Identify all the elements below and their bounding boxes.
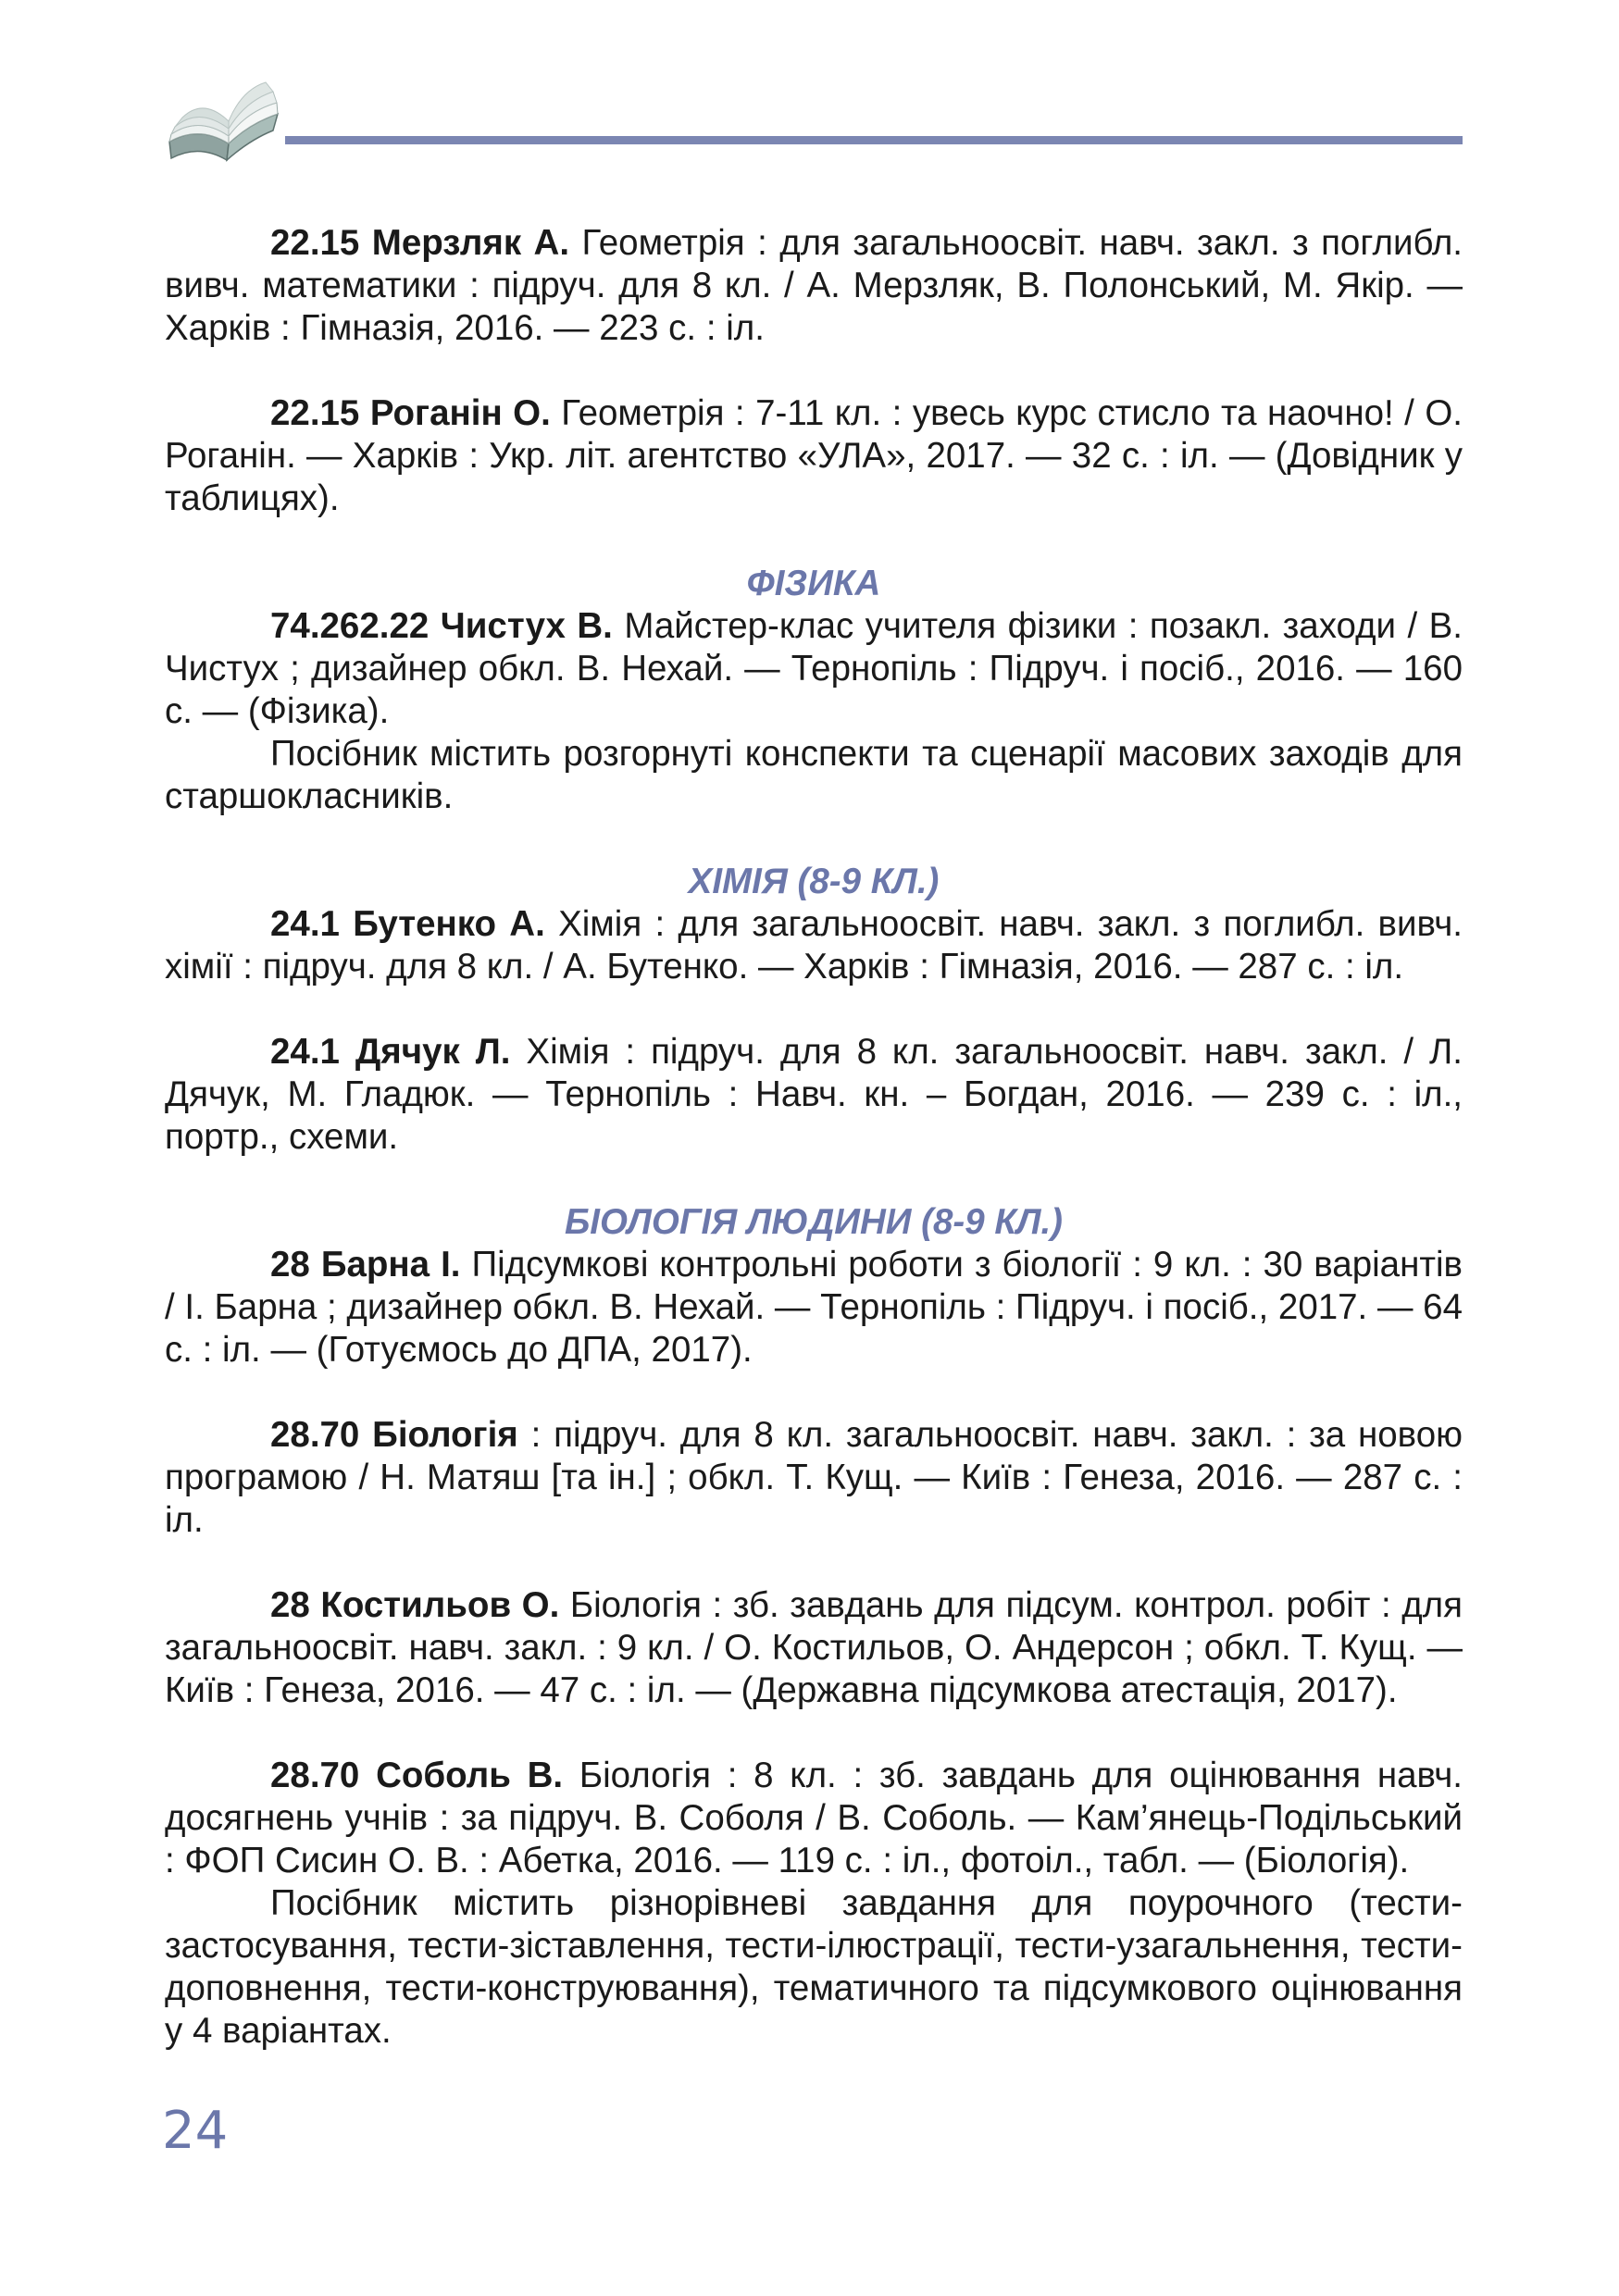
section-heading-chemistry: ХІМІЯ (8-9 КЛ.) bbox=[688, 862, 940, 901]
entry-heading: 28 Костильов О. bbox=[270, 1585, 560, 1625]
section-heading-human-biology: БІОЛОГІЯ ЛЮДИНИ (8-9 КЛ.) bbox=[565, 1202, 1063, 1242]
entry-text: Біологія : 8 кл. : зб. завдань для оцінювання навч. досягнень учнів : за підруч. В. Соболя / В. Соболь. — Кам’янець-Подільський : ФОП Сисин О. В. : Абетка, 2016. — 119 с. : іл., фотоіл., табл. — (Біологія). bbox=[165, 1756, 1463, 1880]
entry-text: Хімія : для загальноосвіт. навч. закл. з поглибл. вивч. хімії : підруч. для 8 кл. / А. Бутенко. — Харків : Гімназія, 2016. — 287 с. : іл. bbox=[165, 904, 1463, 987]
bibliography-entry bbox=[165, 605, 1463, 818]
bibliography-entry bbox=[165, 392, 1463, 520]
entry-heading: 28.70 Біологія bbox=[270, 1415, 518, 1455]
entry-text: Біологія : зб. завдань для підсум. контрол. робіт : для загальноосвіт. навч. закл. : 9 кл. / О. Костильов, О. Андерсон ; обкл. Т. Кущ. — Київ : Генеза, 2016. — 47 с. : іл. — (Державна підсумкова атестація, 2017). bbox=[165, 1585, 1463, 1710]
entry-heading: 28.70 Соболь В. bbox=[270, 1756, 564, 1795]
entry-heading: 24.1 Дячук Л. bbox=[270, 1032, 511, 1072]
page-content bbox=[165, 222, 1463, 2084]
bibliography-entry bbox=[165, 903, 1463, 988]
bibliography-entry bbox=[165, 1244, 1463, 1371]
entry-text: Хімія : підруч. для 8 кл. загальноосвіт. навч. закл. / Л. Дячук, М. Гладюк. — Тернопіль : Навч. кн. – Богдан, 2016. — 239 с. : іл., портр., схеми. bbox=[165, 1032, 1463, 1157]
bibliography-entry bbox=[165, 1414, 1463, 1542]
entry-annotation: Посібник містить різнорівневі завдання для поурочного (тести-застосування, тести-зіставлення, тести-ілюстрації, тести-узагальнення, тести-доповнення, тести-конструювання), тематичного та підсумкового оцінювання у 4 варіантах. bbox=[165, 1883, 1463, 2051]
bibliography-entry bbox=[165, 1031, 1463, 1159]
entry-text: Геометрія : для загальноосвіт. навч. закл. з поглибл. вивч. математики : підруч. для 8 кл. / А. Мерзляк, В. Полонський, М. Якір. — Харків : Гімназія, 2016. — 223 с. : іл. bbox=[165, 223, 1463, 348]
entry-heading: 22.15 Роганін О. bbox=[270, 393, 551, 433]
bibliography-entry bbox=[165, 1755, 1463, 2053]
entry-heading: 22.15 Мерзляк А. bbox=[270, 223, 570, 263]
header-rule bbox=[285, 136, 1463, 144]
entry-annotation: Посібник містить розгорнуті конспекти та сценарії масових заходів для старшокласників. bbox=[165, 734, 1463, 816]
open-book-icon bbox=[162, 69, 282, 171]
entry-heading: 74.262.22 Чистух В. bbox=[270, 606, 613, 646]
entry-text: Підсумкові контрольні роботи з біології : 9 кл. : 30 варіантів / І. Барна ; дизайнер обкл. В. Нехай. — Тернопіль : Підруч. і посіб., 2017. — 64 с. : іл. — (Готуємось до ДПА, 2017). bbox=[165, 1245, 1463, 1370]
entry-text: : підруч. для 8 кл. загальноосвіт. навч. закл. : за новою програмою / Н. Матяш [та ін.] ; обкл. Т. Кущ. — Київ : Генеза, 2016. — 287 с. : іл. bbox=[165, 1415, 1463, 1540]
section-heading-physics: ФІЗИКА bbox=[746, 564, 881, 603]
page-number: 24 bbox=[162, 2101, 229, 2161]
bibliography-entry bbox=[165, 1584, 1463, 1712]
bibliography-entry bbox=[165, 222, 1463, 350]
entry-heading: 24.1 Бутенко А. bbox=[270, 904, 545, 944]
entry-text: Майстер-клас учителя фізики : позакл. заходи / В. Чистух ; дизайнер обкл. В. Нехай. — Тернопіль : Підруч. і посіб., 2016. — 160 с. — (Фізика). bbox=[165, 606, 1463, 731]
entry-text: Геометрія : 7-11 кл. : увесь курс стисло та наочно! / О. Роганін. — Харків : Укр. літ. агентство «УЛА», 2017. — 32 с. : іл. — (Довідник у таблицях). bbox=[165, 393, 1463, 518]
entry-heading: 28 Барна І. bbox=[270, 1245, 461, 1285]
